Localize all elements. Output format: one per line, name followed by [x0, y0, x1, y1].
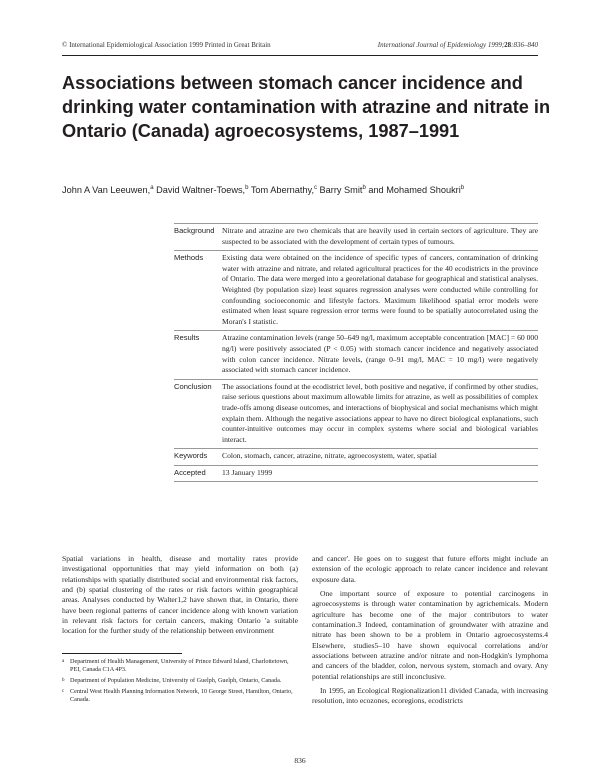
body-column-right: [312, 554, 548, 711]
author-affiliation: b: [245, 185, 249, 191]
author-list: [62, 185, 562, 195]
author: and Mohamed Shoukri: [365, 185, 461, 196]
footnote: [62, 688, 298, 704]
body-paragraph: In 1995, an Ecological Regionalization11 divided Canada, with increasing resolution, into ecozones, ecoregions, ecodistricts: [312, 686, 548, 706]
body-paragraph: One important source of exposure to potential carcinogens in agroecosystems is through water contamination by agrichemicals. Modern agriculture has become one of the major contributors to water contamination.3 Indeed, contamination of groundwater with atrazine and nitrate has been shown to be a problem in Ontario agroecosystems.4 Elsewhere, studies5–10 have shown equivocal correlations and/or associations between atrazine and/or nitrate and non-Hodgkin's lymphoma and cancers of the bladder, colon, nervous system, stomach and ovary. Any potential relationships are still inconclusive.: [312, 589, 548, 681]
abstract-label: Background: [174, 226, 215, 235]
author: Barry Smit: [317, 185, 363, 196]
abstract-label: Conclusion: [174, 381, 212, 391]
journal-volume: 28: [504, 41, 512, 49]
author-affiliation: c: [314, 185, 317, 191]
abstract-accepted: [174, 465, 538, 483]
abstract-text: Nitrate and atrazine are two chemicals that are heavily used in certain sectors of agriculture. They are suspected to be associated with the development of certain types of tumours.: [222, 226, 538, 246]
author-affiliation: b: [460, 185, 465, 191]
author-affiliation: a: [150, 185, 154, 191]
abstract-results: [174, 330, 538, 378]
footnote-text: Central West Health Planning Information Network, 10 George Street, Hamilton, Ontario, Canada.: [70, 688, 293, 703]
author: David Waltner-Toews,: [153, 185, 246, 196]
journal-pages: :836–840: [511, 41, 538, 49]
affiliation-footnotes: [62, 658, 298, 707]
footnote-mark: a: [62, 659, 65, 664]
footnote-text: Department of Health Management, University of Prince Edward Island, Charlottetown, PEI, Canada C1A 4P3.: [70, 658, 289, 673]
abstract-text: Atrazine contamination levels (range 50–649 ng/l, maximum acceptable concentration [MAC] = 60 000 ng/l) were positively associated (P < 0.05) with stomach cancer incidence and negatively associated with colon cancer incidence. Nitrate levels, (range 0–91 mg/l, MAC = 10 mg/l) were negatively associated with stomach cancer incidence.: [222, 333, 538, 375]
abstract-text: The associations found at the ecodistrict level, both positive and negative, if confirmed by other studies, raise serious questions about maximum allowable limits for atrazine, as well as possibilities of complex trade-offs among disease outcomes, and interactions of biophysical and social mechanisms which might explain them. Although the negative associations appear to have no direct biological explanations, such counter-intuitive outcomes may occur in complex systems where social and biological variables interact.: [222, 381, 538, 444]
footnote-text: Department of Population Medicine, University of Guelph, Guelph, Ontario, Canada.: [70, 677, 282, 684]
footnote: [62, 677, 298, 685]
journal-year: 1999;: [486, 41, 505, 49]
abstract: [174, 223, 538, 482]
copyright-line: © International Epidemiological Association 1999 Printed in Great Britain: [62, 41, 271, 49]
body-paragraph: and cancer'. He goes on to suggest that future efforts might include an extension of the ecologic approach to relate cancer incidence and relevant exposure data.: [312, 554, 548, 584]
article-title: Associations between stomach cancer incidence and drinking water contamination with atrazine and nitrate in Ontario (Canada) agroecosystems, 1987–1991: [62, 73, 551, 141]
abstract-methods: [174, 250, 538, 330]
abstract-label: Accepted: [174, 467, 206, 477]
abstract-text: 13 January 1999: [222, 467, 273, 477]
journal-name: International Journal of Epidemiology: [377, 41, 487, 49]
author: Tom Abernathy,: [248, 185, 314, 196]
footnote-mark: c: [62, 689, 65, 694]
abstract-text: Existing data were obtained on the incidence of specific types of cancers, contamination of drinking water with atrazine and nitrate, and related agricultural practices for the 40 ecodistricts in the province of Ontario. The data were merged into a georelational database for geographical and statistical analyses. Weighted (by population size) least squares regression analyses were conducted while controlling for confounding socioeconomic and lifestyle factors. Maximum likelihood spatial error models were estimated when least square regression error terms were found to be spatially autocorrelated using the Moran's I statistic.: [222, 253, 539, 326]
abstract-conclusion: [174, 379, 538, 449]
body-column-left: [62, 554, 298, 641]
abstract-label: Results: [174, 333, 200, 343]
abstract-background: [174, 223, 538, 250]
header-rule: [62, 55, 538, 56]
abstract-keywords: [174, 448, 538, 465]
author: John A Van Leeuwen,: [62, 185, 151, 196]
abstract-text: Colon, stomach, cancer, atrazine, nitrate, agroecosystem, water, spatial: [222, 451, 437, 461]
footnote-rule: [62, 653, 182, 654]
footnote-mark: b: [62, 678, 65, 683]
abstract-label: Methods: [174, 253, 204, 263]
body-paragraph: Spatial variations in health, disease and mortality rates provide investigational opportunities that may yield information on both (a) relationships with spatially distributed social and environmental risk factors, and (b) spatial clustering of the rates or risk factors within geographical areas. Analyses conducted by Walter1,2 have shown that, in Ontario, there have been regional patterns of cancer incidence along with known variation in relevant risk factors for certain cancers, making Ontario 'a suitable location for the further study of the relationship between environment: [62, 554, 298, 636]
footnote: [62, 658, 298, 674]
author-affiliation: b: [362, 185, 366, 191]
journal-citation: [378, 41, 538, 49]
page-number: 836: [294, 756, 306, 765]
abstract-label: Keywords: [174, 451, 208, 461]
